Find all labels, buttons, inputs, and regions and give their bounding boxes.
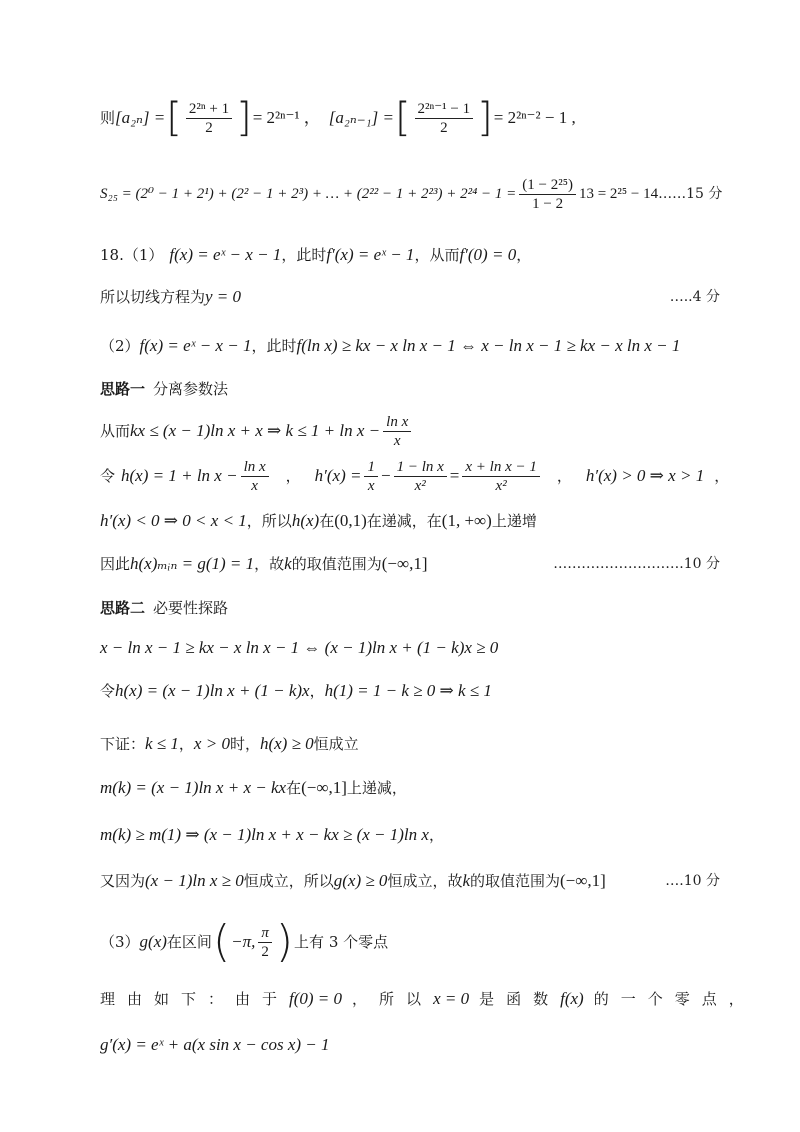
frac-den: x²	[414, 477, 426, 494]
m-inequality: m(k) ≥ m(1) ⇒ (x − 1)ln x + x − kx ≥ (x − 1)ln x	[100, 825, 429, 844]
text: 从而	[100, 422, 131, 440]
text: ，	[428, 826, 444, 844]
math: (x − 1)ln x ≥ 0	[145, 871, 244, 890]
math: k ≤ 1	[145, 734, 179, 753]
eq-a: = 2²ⁿ⁻¹ ，	[252, 108, 321, 127]
text: 的一个零点，	[593, 990, 756, 1008]
text: ，此时	[251, 337, 297, 355]
fraction	[364, 458, 378, 495]
text: 又因为	[100, 872, 146, 890]
m-def: m(k) = (x − 1)ln x + x − kx	[100, 778, 287, 797]
h-def: h(x) = 1 + ln x −	[121, 466, 238, 485]
score-15: ……15 分	[658, 186, 723, 202]
math: −π,	[231, 932, 256, 951]
formula-line-3	[100, 244, 720, 266]
text: 所以切线方程为	[100, 288, 206, 306]
fraction-lnx-x	[383, 413, 411, 450]
interval: (0,1)	[334, 511, 367, 530]
paren-open: (	[212, 916, 231, 967]
math: f(x)	[560, 989, 584, 1008]
math: k	[284, 554, 292, 573]
text: 上有 3 个零点	[294, 933, 389, 951]
text: ，	[285, 467, 301, 485]
math: g(x)	[139, 932, 167, 951]
formula-line-16	[100, 824, 720, 846]
formula-line-13	[100, 680, 720, 702]
text: 下证：	[100, 735, 146, 753]
inequality-expr: f(ln x) ≥ kx − x ln x − 1 ⇔ x − ln x − 1 ≥ kx − x ln x − 1	[296, 336, 681, 355]
text: =	[449, 466, 460, 485]
h-one: h(1) = 1 − k ≥ 0 ⇒ k ≤ 1	[324, 681, 492, 700]
formula-line-7	[100, 408, 720, 454]
h-min: h(x)ₘᵢₙ = g(1) = 1	[130, 554, 255, 573]
sum-tail: 13 = 2²⁵ − 14	[578, 186, 659, 202]
frac-num: 2²ⁿ⁻¹ − 1	[415, 100, 474, 119]
math: h(x)	[291, 511, 320, 530]
fraction-a	[186, 100, 232, 137]
frac-num: ln x	[383, 413, 411, 432]
formula-line-15	[100, 777, 720, 799]
frac-num: 1 − ln x	[394, 458, 447, 477]
text: 的取值范围为	[470, 872, 561, 890]
fraction-b	[415, 100, 474, 137]
method-2-heading	[100, 597, 720, 619]
range: (−∞,1]	[560, 871, 606, 890]
formula-line-17	[100, 870, 720, 892]
text: 令	[100, 467, 116, 485]
formula-line-5	[100, 335, 720, 357]
score-4: …..4 分	[669, 289, 720, 305]
frac-num: 1	[364, 458, 378, 477]
formula-line-12	[100, 637, 720, 659]
subheading: 分离参数法	[153, 380, 229, 398]
k-inequality: kx ≤ (x − 1)ln x + x ⇒ k ≤ 1 + ln x −	[130, 421, 381, 440]
text: 恒成立	[313, 735, 359, 753]
math: f(0) = 0	[289, 989, 343, 1008]
formula-line-2	[100, 172, 723, 216]
text: 在	[286, 779, 302, 797]
hprime-negative: h′(x) < 0 ⇒ 0 < x < 1	[100, 511, 247, 530]
frac-den: 1 − 2	[532, 195, 564, 212]
formula-line-9	[100, 510, 720, 532]
bracket-open: [	[394, 95, 411, 141]
fraction	[462, 458, 539, 495]
bracket-close: ]	[477, 95, 493, 141]
range: (−∞,1]	[381, 554, 428, 573]
frac-den: x	[367, 477, 375, 494]
formula-line-10	[100, 553, 720, 575]
frac-den: x	[251, 477, 258, 494]
text: 在区间	[166, 933, 212, 951]
equivalence-expr: x − ln x − 1 ≥ kx − x ln x − 1 ⇔ (x − 1)ln x + (1 − k)x ≥ 0	[100, 638, 499, 657]
formula-line-18	[100, 918, 720, 966]
text: 上递减，	[346, 779, 407, 797]
formula-line-20	[100, 1034, 720, 1056]
question-label: （2）	[100, 337, 140, 355]
frac-num: ln x	[241, 458, 269, 477]
fraction	[241, 458, 269, 495]
f-def: f(x) = eˣ − x − 1	[169, 245, 282, 264]
question-label: （3）	[100, 933, 140, 951]
math: h(x) ≥ 0	[259, 734, 314, 753]
hprime-positive: h′(x) > 0 ⇒ x > 1	[585, 466, 705, 485]
text: 上递增	[491, 512, 537, 530]
expr-a2n-1: [a₂ₙ₋₁] =	[328, 108, 394, 127]
fprime-zero: f′(0) = 0	[459, 245, 517, 264]
formula-line-1	[100, 95, 720, 141]
fraction-pi-2	[258, 924, 272, 961]
heading: 思路一	[100, 380, 146, 398]
question-label: 18.（1）	[100, 246, 164, 264]
sum-expr: S₂₅ = (2⁰ − 1 + 2¹) + (2² − 1 + 2³) + … + (2²² − 1 + 2²³) + 2²⁴ − 1 =	[100, 186, 517, 202]
formula-line-4	[100, 286, 720, 308]
text: 理由如下：由于	[100, 990, 290, 1008]
text: ，	[556, 467, 572, 485]
interval: (1, +∞)	[441, 511, 492, 530]
h-def: h(x) = (x − 1)ln x + (1 − k)x	[115, 681, 310, 700]
text: ，	[309, 682, 325, 700]
math: x = 0	[433, 989, 470, 1008]
score-10: ….10 分	[665, 873, 720, 889]
frac-num: (1 − 2²⁵)	[519, 176, 576, 195]
text: 令	[100, 682, 116, 700]
frac-den: 2	[205, 119, 213, 136]
method-1-heading	[100, 378, 720, 400]
frac-den: 2	[261, 943, 269, 960]
tangent-eq: y = 0	[205, 287, 242, 306]
frac-den: x	[393, 432, 401, 449]
text: 时，	[229, 735, 260, 753]
score-10: ……………………….10 分	[553, 556, 720, 572]
subheading: 必要性探路	[153, 599, 229, 617]
text-prefix: 则	[100, 109, 116, 127]
formula-line-14	[100, 733, 720, 755]
text: ，故	[254, 555, 285, 573]
fprime-def: f′(x) = eˣ − 1	[326, 245, 415, 264]
range: (−∞,1]	[301, 778, 347, 797]
fraction-sum	[519, 176, 576, 213]
text: ，从而	[414, 246, 460, 264]
text: ，	[178, 735, 194, 753]
text: ，	[714, 467, 730, 485]
text: 在	[319, 512, 335, 530]
paren-close: )	[275, 916, 294, 967]
frac-num: 2²ⁿ + 1	[186, 100, 232, 119]
eq-b: = 2²ⁿ⁻² − 1 ,	[493, 108, 576, 127]
bracket-open: [	[166, 95, 182, 141]
frac-num: x + ln x − 1	[462, 458, 539, 477]
bracket-close: ]	[236, 95, 252, 141]
formula-line-19	[100, 988, 756, 1010]
expr-a2n: [a₂ₙ] =	[115, 108, 166, 127]
f-def: f(x) = eˣ − x − 1	[139, 336, 252, 355]
text: 恒成立，所以	[243, 872, 334, 890]
text: 在递减，在	[366, 512, 442, 530]
hprime-def: h′(x) =	[314, 466, 362, 485]
text: ，所以	[352, 990, 434, 1008]
math: x > 0	[193, 734, 230, 753]
text: 的取值范围为	[291, 555, 382, 573]
formula-line-8	[100, 452, 730, 500]
text: 是函数	[479, 990, 561, 1008]
heading: 思路二	[100, 599, 146, 617]
text: ，	[516, 246, 532, 264]
frac-den: 2	[440, 119, 448, 136]
text: 恒成立，故	[387, 872, 463, 890]
fraction	[394, 458, 447, 495]
text: 因此	[100, 555, 131, 573]
text: ，此时	[281, 246, 327, 264]
gprime-def: g′(x) = eˣ + a(x sin x − cos x) − 1	[100, 1035, 330, 1054]
frac-num: π	[258, 924, 272, 943]
frac-den: x²	[495, 477, 507, 494]
math: k	[462, 871, 470, 890]
math: g(x) ≥ 0	[333, 871, 388, 890]
text: ，所以	[246, 512, 292, 530]
text: −	[380, 466, 391, 485]
